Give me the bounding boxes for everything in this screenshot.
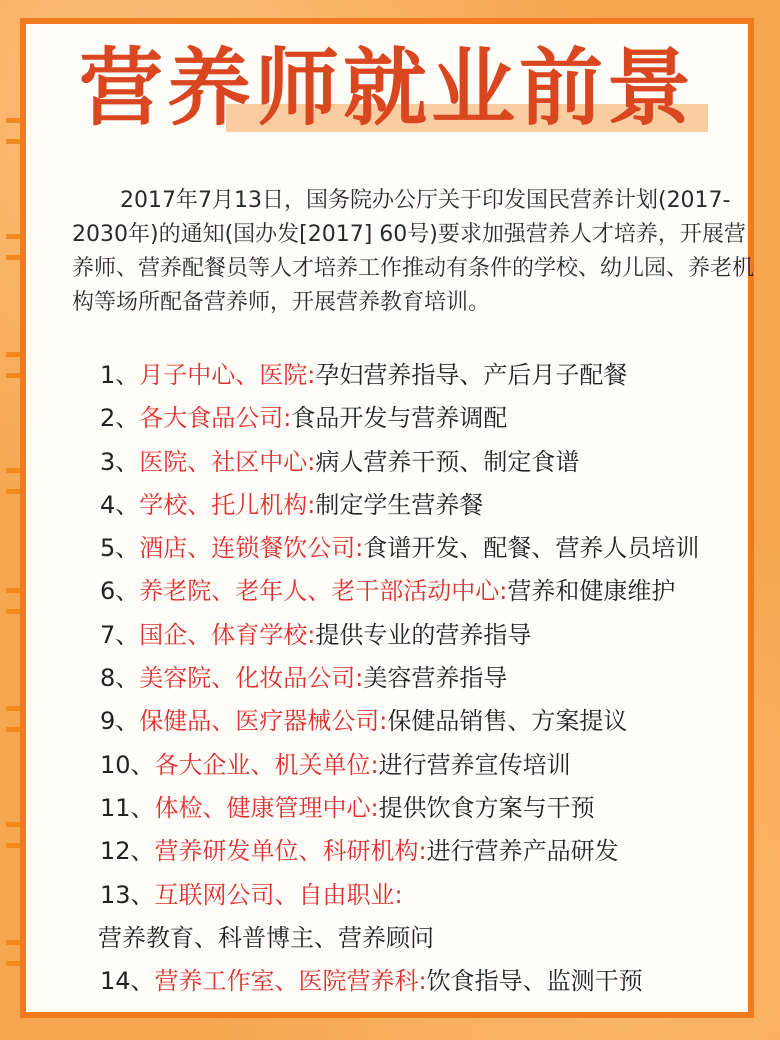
intro-paragraph: 2017年7月13日，国务院办公厅关于印发国民营养计划(2017-2030年)的通知(国办发[2017] 60号)要求加强营养人才培养，开展营养师、营养配餐员等人才培养工作推动有条件的学校、幼儿园、养老机构等场所配备营养师，开展营养教育培训。: [72, 188, 755, 315]
page-title: 营养师就业前景: [78, 39, 695, 137]
list-item: 12、营养研发单位、科研机构:进行营养产品研发: [100, 837, 619, 866]
list-item-continuation: 营养教育、科普博主、营养顾问: [98, 923, 434, 952]
list-item: 11、体检、健康管理中心:提供饮食方案与干预: [100, 793, 595, 822]
list-item: 4、学校、托儿机构:制定学生营养餐: [100, 490, 484, 519]
list-item: 5、酒店、连锁餐饮公司:食谱开发、配餐、营养人员培训: [100, 534, 700, 563]
list-item: 8、美容院、化妆品公司:美容营养指导: [100, 664, 508, 693]
list-item: 9、保健品、医疗器械公司:保健品销售、方案提议: [100, 707, 628, 736]
list-item: 7、国企、体育学校:提供专业的营养指导: [100, 620, 532, 649]
list-item: 6、养老院、老年人、老干部活动中心:营养和健康维护: [100, 577, 676, 606]
employment-list: [100, 354, 780, 1003]
list-item: 10、各大企业、机关单位:进行营养宣传培训: [100, 750, 571, 779]
list-item: 2、各大食品公司:食品开发与营养调配: [100, 404, 508, 433]
list-item: 14、营养工作室、医院营养科:饮食指导、监测干预: [100, 967, 643, 996]
document-card: [20, 18, 754, 1018]
list-item: 1、月子中心、医院:孕妇营养指导、产后月子配餐: [100, 361, 628, 389]
list-item: 13、互联网公司、自由职业:: [100, 880, 403, 909]
list-item: 3、医院、社区中心:病人营养干预、制定食谱: [100, 447, 580, 476]
